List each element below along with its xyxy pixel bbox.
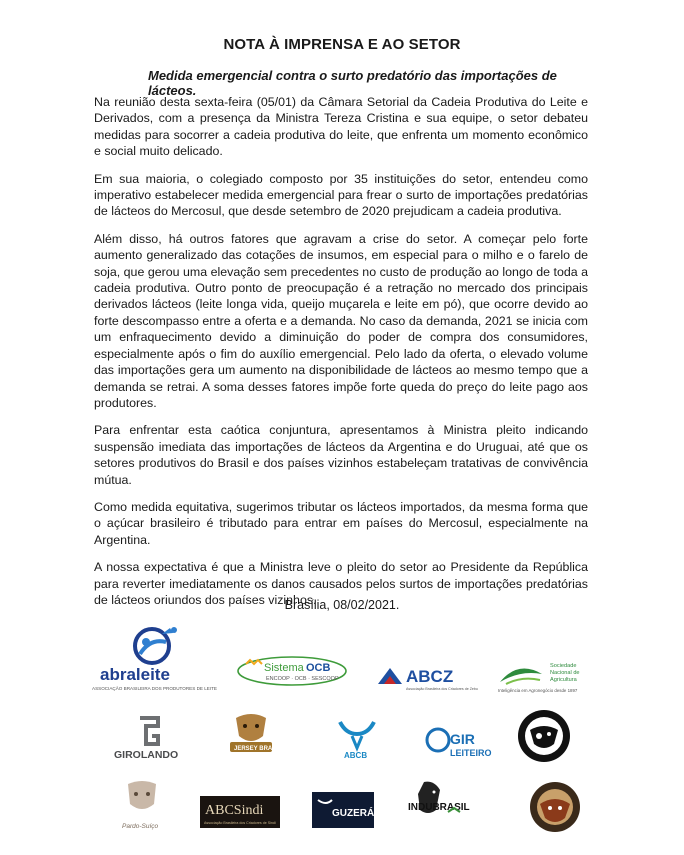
jersey-name: JERSEY BRASIL: [234, 746, 282, 752]
pardo-suico-logo: [120, 776, 164, 832]
sna-logo: [498, 658, 590, 694]
girolando-logo: [112, 712, 186, 766]
milk-drop-icon: [135, 629, 169, 663]
sna-line-2: Nacional de: [550, 670, 580, 676]
signature-date: Brasília, 08/02/2021.: [284, 598, 400, 612]
abcb-horns-icon: [340, 722, 374, 734]
paragraph-3: Além disso, há outros fatores que agravam a crise do setor. A começar pelo forte aumento generalizado das cotações de insumos, em especial para o milho e o farelo de soja, que gerou uma elevação sem precedentes no custo de produção ao longo de toda a cadeia produtiva. Outro ponto de preocupação é a retração no mercado dos principais derivados lácteos (leite longa vida, queijo muçarela e leite em pó), que ocorre devido ao forte descompasso entre a oferta e a demanda. No caso da demanda, 2021 se inicia com um enfraquecimento devido a diminuição do poder de compra dos consumidores, especialmente após o fim do auxílio emergencial. Pelo lado da oferta, o elevado volume das importações gera um aumento na disponibilidade de lácteos ao mesmo tempo que a demanda se retrai. A soma desses fatores impõe forte queda do preço do leite pago aos produtores.: [94, 231, 588, 410]
document-body: [94, 94, 588, 619]
sistema-ocb-logo: [236, 654, 348, 688]
abcb-logo: [336, 714, 378, 760]
cattle-breed-association-logo: [528, 780, 582, 834]
abraleite-name: abraleite: [100, 665, 170, 684]
ocb-name-b: OCB: [306, 662, 331, 674]
gir-drop-icon: [427, 729, 449, 751]
abcz-name: ABCZ: [406, 667, 454, 686]
jersey-cow-icon: [236, 714, 266, 741]
holstein-association-logo: [516, 708, 572, 764]
gir-name-a: GIR: [450, 731, 475, 747]
indubrasil-name: INDUBRASIL: [408, 802, 470, 813]
guzera-logo: [312, 792, 374, 828]
pardo-name: Pardo-Suíço: [122, 823, 159, 830]
sna-line-1: Sociedade: [550, 663, 577, 669]
sna-tagline: Inteligência em Agronegócio desde 1897: [498, 688, 578, 693]
document-subtitle: Medida emergencial contra o surto predatório das importações de lácteos.: [148, 68, 557, 98]
paragraph-2: Em sua maioria, o colegiado composto por 35 instituições do setor, entendeu como imperativo estabelecer medida emergencial para frear o surto de importações predatórias de lácteos do Mercosul, que desde setembro de 2020 prejudicam a cadeia produtiva.: [94, 171, 588, 219]
jersey-brasil-logo: [226, 708, 282, 758]
paragraph-6: A nossa expectativa é que a Ministra leve o pleito do setor ao Presidente da República para reverter imediatamente os danos causados pelos surtos de importações predatórias de lácteos oriundos dos países vizinhos.: [94, 560, 588, 607]
abcz-tagline: Associação Brasileira dos Criadores de Zebu: [406, 687, 478, 691]
paragraph-4: Para enfrentar esta caótica conjuntura, apresentamos à Ministra pleito indicando suspensão imediata das importações de lácteos da Argentina e do Uruguai, até que os setores produtivos do Brasil e dos países vizinhos estabeleçam tratativas de convivência mútua.: [94, 423, 588, 487]
ocb-tagline: ENCOOP · OCB · SESCOOP: [266, 676, 339, 682]
abcb-name: ABCB: [344, 751, 368, 760]
abraleite-logo: [92, 622, 216, 694]
paragraph-5: Como medida equitativa, sugerimos tributar os lácteos importados, da mesma forma que o açúcar brasileiro é tributado para entrar em países do Mercosul, especialmente na Argentina.: [94, 499, 588, 547]
abcz-logo: [376, 662, 478, 692]
gir-leiteiro-logo: [424, 724, 498, 760]
ocb-name-a: Sistema: [264, 662, 304, 674]
indubrasil-logo: [404, 778, 482, 826]
girolando-g-icon: [140, 718, 158, 744]
document-title: NOTA À IMPRENSA E AO SETOR: [223, 36, 461, 53]
paragraph-1: Na reunião desta sexta-feira (05/01) da Câmara Setorial da Cadeia Produtiva do Leite e Derivados, com a presença da Ministra Tereza Cristina e sua equipe, o setor debateu medidas para socorrer a cadeia produtiva do leite, que enfrenta um momento econômico e social muito delicado.: [94, 95, 588, 159]
pardo-cow-icon: [128, 781, 156, 809]
abcsindi-logo: [200, 796, 280, 828]
sna-line-3: Agricultura: [550, 677, 577, 683]
abraleite-tagline: ASSOCIAÇÃO BRASILEIRA DOS PRODUTORES DE LEITE: [92, 686, 217, 691]
abcsindi-name: ABCSindi: [205, 803, 264, 818]
abcsindi-tagline: Associação Brasileira dos Criadores de Sindi: [204, 821, 276, 825]
gir-name-b: LEITEIRO: [450, 748, 492, 758]
guzera-name: GUZERÁ: [332, 808, 375, 819]
girolando-name: GIROLANDO: [114, 749, 179, 761]
